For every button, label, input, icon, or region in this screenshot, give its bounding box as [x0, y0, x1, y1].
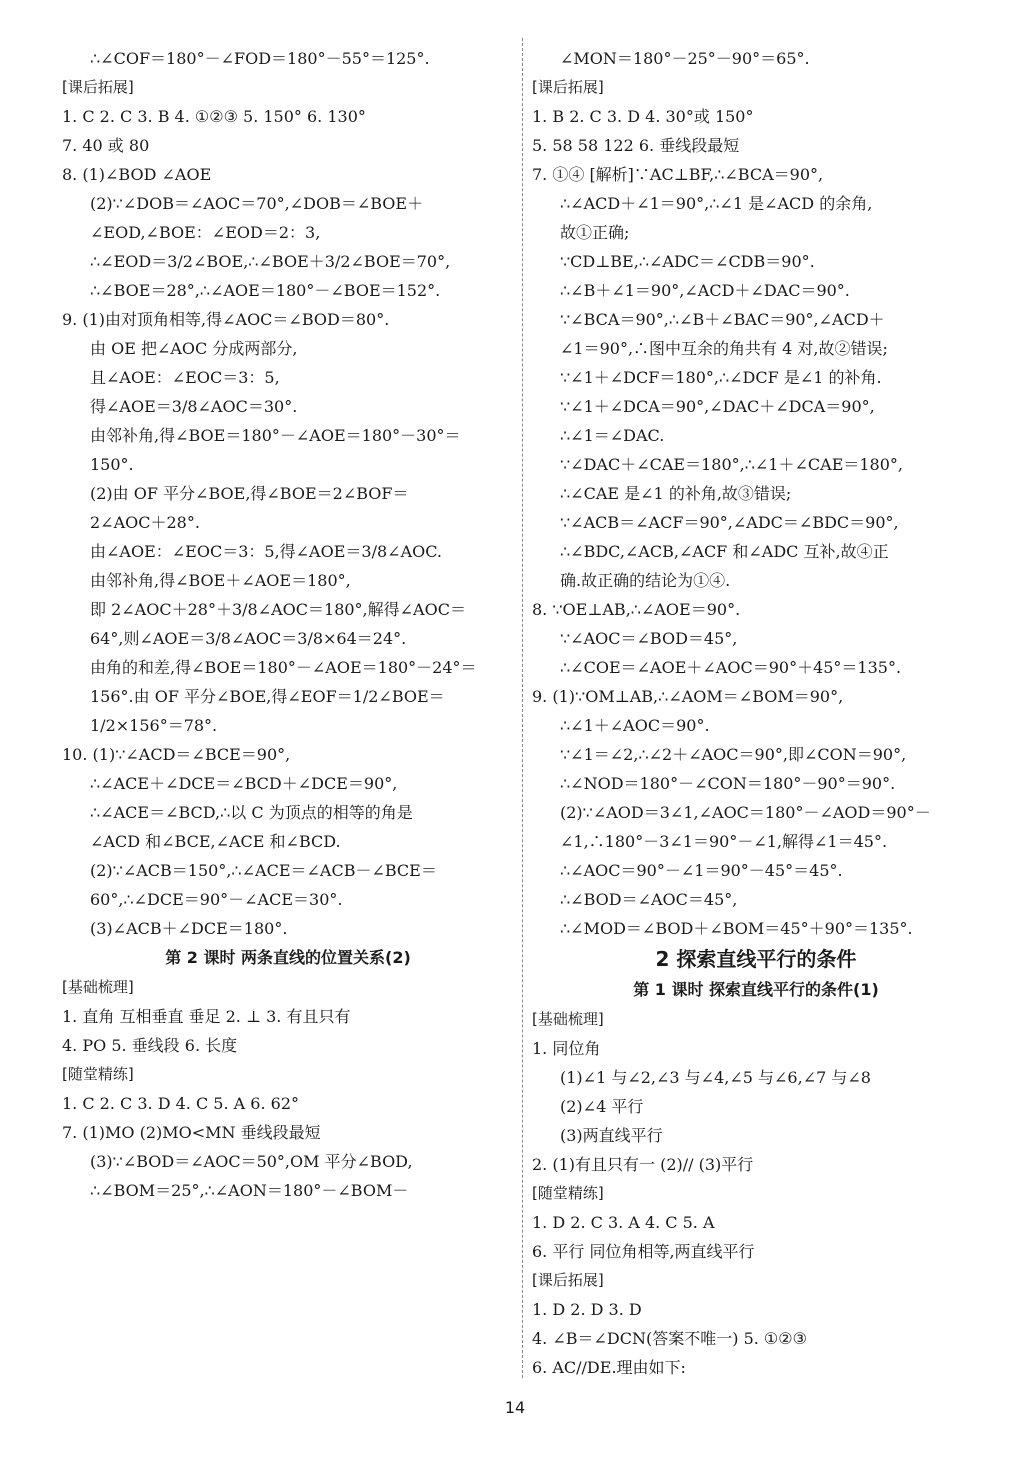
answer-line: ∠1,∴180°－3∠1＝90°－∠1,解得∠1＝45°.: [560, 832, 888, 851]
answer-line: 故①正确;: [560, 223, 630, 242]
answer-line: ∴∠NOD＝180°－∠CON＝180°－90°＝90°.: [560, 774, 896, 793]
answer-line: (2)∵∠ACB＝150°,∴∠ACE＝∠ACB－∠BCE＝: [90, 861, 437, 880]
right-column: [532, 44, 980, 1382]
section-tag: [课后拓展]: [532, 78, 604, 96]
answer-line: 4. PO 5. 垂线段 6. 长度: [62, 1036, 238, 1055]
answer-line: 4. ∠B＝∠DCN(答案不唯一) 5. ①②③: [532, 1329, 807, 1348]
answer-line: ∴∠BOE＝28°,∴∠AOE＝180°－∠BOE＝152°.: [90, 281, 441, 300]
section-tag: [基础梳理]: [532, 1010, 604, 1028]
answer-line: 7. 40 或 80: [62, 136, 150, 155]
answer-line: ∵∠ACB＝∠ACF＝90°,∠ADC＝∠BDC＝90°,: [560, 513, 899, 532]
answer-line: ∠EOD,∠BOE：∠EOD＝2：3,: [90, 223, 321, 242]
answer-line: ∴∠COF＝180°－∠FOD＝180°－55°＝125°.: [90, 49, 430, 68]
answer-line: 且∠AOE：∠EOC＝3：5,: [90, 368, 280, 387]
left-column: [62, 44, 514, 1205]
lesson-heading: 第 1 课时 探索直线平行的条件(1): [633, 980, 879, 999]
answer-line: 5. 58 58 122 6. 垂线段最短: [532, 136, 740, 155]
answer-line: ∴∠ACE＝∠BCD,∴以 C 为顶点的相等的角是: [90, 803, 413, 822]
answer-line: 1. B 2. C 3. D 4. 30°或 150°: [532, 107, 754, 126]
answer-line: ∴∠COE＝∠AOE＋∠AOC＝90°＋45°＝135°.: [560, 658, 902, 677]
answer-line: (3)∠ACB＋∠DCE＝180°.: [90, 919, 288, 938]
answer-line: ∴∠MOD＝∠BOD＋∠BOM＝45°＋90°＝135°.: [560, 919, 913, 938]
answer-line: ∵∠AOC＝∠BOD＝45°,: [560, 629, 738, 648]
answer-line: 8. (1)∠BOD ∠AOE: [62, 165, 212, 184]
answer-line: 即 2∠AOC＋28°＋3/8∠AOC＝180°,解得∠AOC＝: [90, 600, 466, 619]
answer-line: 1. C 2. C 3. D 4. C 5. A 6. 62°: [62, 1094, 300, 1113]
answer-line: 1/2×156°＝78°.: [90, 716, 218, 735]
answer-line: ∴∠B＋∠1＝90°,∠ACD＋∠DAC＝90°.: [560, 281, 850, 300]
answer-line: ∴∠1＝∠DAC.: [560, 426, 665, 445]
answer-line: ∴∠ACD＋∠1＝90°,∴∠1 是∠ACD 的余角,: [560, 194, 873, 213]
answer-line: 由角的和差,得∠BOE＝180°－∠AOE＝180°－24°＝: [90, 658, 477, 677]
answer-line: 9. (1)由对顶角相等,得∠AOC＝∠BOD＝80°.: [62, 310, 390, 329]
answer-line: 2∠AOC＋28°.: [90, 513, 200, 532]
answer-line: 由 OE 把∠AOC 分成两部分,: [90, 339, 298, 358]
answer-line: (2)∵∠AOD＝3∠1,∠AOC＝180°－∠AOD＝90°－: [560, 803, 931, 822]
answer-line: ∵∠1＝∠2,∴∠2＋∠AOC＝90°,即∠CON＝90°,: [560, 745, 907, 764]
answer-line: ∵∠1＋∠DCA＝90°,∠DAC＋∠DCA＝90°,: [560, 397, 875, 416]
answer-line: ∠ACD 和∠BCE,∠ACE 和∠BCD.: [90, 832, 341, 851]
section-tag: [随堂精练]: [62, 1065, 134, 1083]
answer-line: 由邻补角,得∠BOE＝180°－∠AOE＝180°－30°＝: [90, 426, 461, 445]
answer-line: ∴∠ACE＋∠DCE＝∠BCD＋∠DCE＝90°,: [90, 774, 398, 793]
answer-line: 6. 平行 同位角相等,两直线平行: [532, 1242, 755, 1261]
answer-line: 1. 直角 互相垂直 垂足 2. ⊥ 3. 有且只有: [62, 1007, 351, 1026]
answer-line: (1)∠1 与∠2,∠3 与∠4,∠5 与∠6,∠7 与∠8: [560, 1068, 871, 1087]
answer-line: ∵∠1＋∠DCF＝180°,∴∠DCF 是∠1 的补角.: [560, 368, 882, 387]
lesson-heading: 第 2 课时 两条直线的位置关系(2): [165, 948, 411, 967]
answer-line: 8. ∵OE⊥AB,∴∠AOE＝90°.: [532, 600, 741, 619]
answer-line: ∴∠1＋∠AOC＝90°.: [560, 716, 710, 735]
answer-line: 150°.: [90, 455, 134, 474]
answer-line: 确.故正确的结论为①④.: [560, 571, 731, 590]
answer-line: 6. AC//DE.理由如下:: [532, 1358, 686, 1377]
answer-line: ∵∠DAC＋∠CAE＝180°,∴∠1＋∠CAE＝180°,: [560, 455, 903, 474]
section-tag: [课后拓展]: [532, 1271, 604, 1289]
answer-line: (2)∠4 平行: [560, 1097, 644, 1116]
answer-line: 得∠AOE＝3/8∠AOC＝30°.: [90, 397, 298, 416]
answer-line: 9. (1)∵OM⊥AB,∴∠AOM＝∠BOM＝90°,: [532, 687, 844, 706]
section-heading: 2 探索直线平行的条件: [655, 947, 857, 971]
answer-line: 1. 同位角: [532, 1039, 601, 1058]
page-number: 14: [504, 1398, 526, 1417]
answer-line: ∴∠BDC,∠ACB,∠ACF 和∠ADC 互补,故④正: [560, 542, 889, 561]
answer-line: ∴∠BOD＝∠AOC＝45°,: [560, 890, 738, 909]
section-tag: [课后拓展]: [62, 78, 134, 96]
answer-line: 7. (1)MO (2)MO<MN 垂线段最短: [62, 1123, 321, 1142]
answer-line: 由∠AOE：∠EOC＝3：5,得∠AOE＝3/8∠AOC.: [90, 542, 442, 561]
answer-line: 2. (1)有且只有一 (2)// (3)平行: [532, 1155, 754, 1174]
answer-line: ∵∠BCA＝90°,∴∠B＋∠BAC＝90°,∠ACD＋: [560, 310, 885, 329]
answer-line: (2)由 OF 平分∠BOE,得∠BOE＝2∠BOF＝: [90, 484, 409, 503]
answer-line: 1. D 2. D 3. D: [532, 1300, 642, 1319]
answer-line: 64°,则∠AOE＝3/8∠AOC＝3/8×64＝24°.: [90, 629, 407, 648]
answer-line: 10. (1)∵∠ACD＝∠BCE＝90°,: [62, 745, 291, 764]
answer-line: ∴∠CAE 是∠1 的补角,故③错误;: [560, 484, 792, 503]
answer-line: (3)∵∠BOD＝∠AOC＝50°,OM 平分∠BOD,: [90, 1152, 413, 1171]
answer-line: 60°,∴∠DCE＝90°－∠ACE＝30°.: [90, 890, 343, 909]
answer-line: (3)两直线平行: [560, 1126, 663, 1145]
answer-line: ∠1＝90°,∴图中互余的角共有 4 对,故②错误;: [560, 339, 888, 358]
section-tag: [基础梳理]: [62, 978, 134, 996]
answer-line: 156°.由 OF 平分∠BOE,得∠EOF＝1/2∠BOE＝: [90, 687, 445, 706]
answer-line: 1. D 2. C 3. A 4. C 5. A: [532, 1213, 715, 1232]
answer-line: (2)∵∠DOB＝∠AOC＝70°,∠DOB＝∠BOE＋: [90, 194, 424, 213]
answer-line: 1. C 2. C 3. B 4. ①②③ 5. 150° 6. 130°: [62, 107, 366, 126]
answer-line: ∴∠EOD＝3/2∠BOE,∴∠BOE＋3/2∠BOE＝70°,: [90, 252, 451, 271]
answer-line: 7. ①④ [解析]∵AC⊥BF,∴∠BCA＝90°,: [532, 165, 824, 184]
answer-line: ∴∠AOC＝90°－∠1＝90°－45°＝45°.: [560, 861, 843, 880]
answer-line: ∵CD⊥BE,∴∠ADC＝∠CDB＝90°.: [560, 252, 815, 271]
answer-line: ∴∠BOM＝25°,∴∠AON＝180°－∠BOM－: [90, 1181, 409, 1200]
column-divider: [522, 38, 523, 1378]
answer-line: 由邻补角,得∠BOE＋∠AOE＝180°,: [90, 571, 351, 590]
answer-line: ∠MON＝180°－25°－90°＝65°.: [560, 49, 810, 68]
section-tag: [随堂精练]: [532, 1184, 604, 1202]
